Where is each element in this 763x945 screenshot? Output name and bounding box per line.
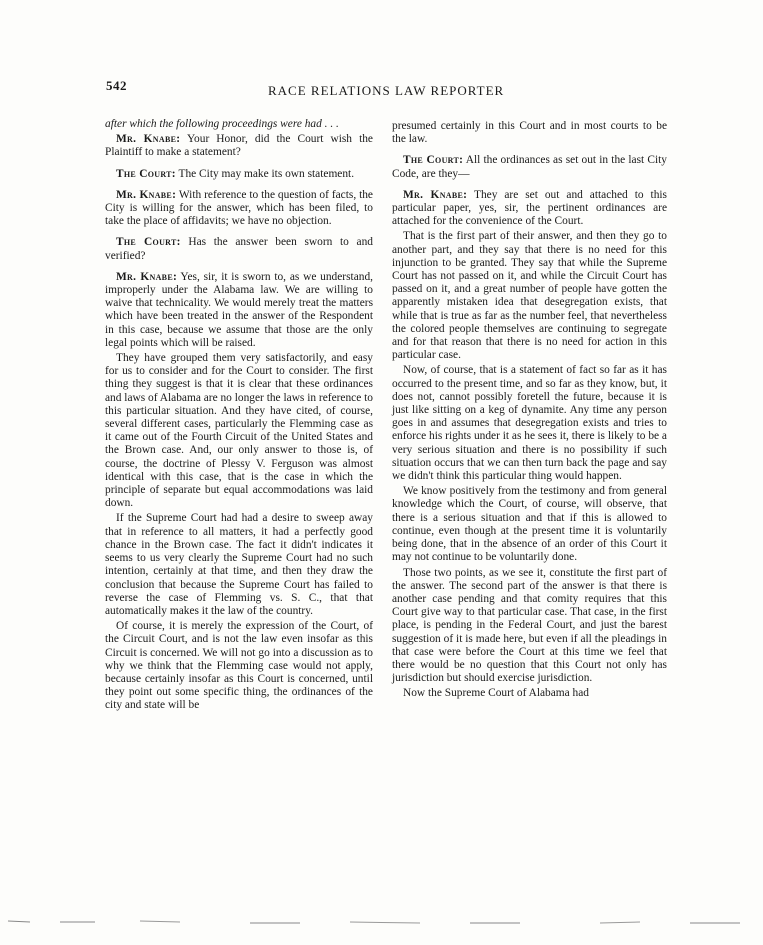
paragraph bbox=[392, 364, 667, 483]
paragraph-text: The City may make its own statement. bbox=[175, 167, 355, 180]
speaker-label: The Court: bbox=[116, 236, 181, 249]
paragraph bbox=[392, 485, 667, 564]
speaker-label: Mr. Knabe: bbox=[403, 188, 468, 201]
paragraph bbox=[105, 168, 373, 181]
running-title: RACE RELATIONS LAW REPORTER bbox=[268, 83, 505, 98]
paragraph bbox=[392, 120, 667, 146]
paragraph bbox=[105, 620, 373, 712]
paragraph-text: Those two points, as we see it, constitute the first part of the answer. The second part of the answer is that there is another case pending and that comity requires that this Court give way to that particular case. That case, in the first place, is pending in the Federal Court, and just the barest suggestion of it is made here, but even if all the pleadings in that case were before the Court at this time we feel that there would be no question that this Court not only has jurisdiction but should exercise jurisdiction. bbox=[392, 566, 667, 685]
left-column bbox=[105, 118, 373, 715]
right-column bbox=[392, 120, 667, 703]
paragraph bbox=[105, 118, 373, 131]
speaker-label: The Court: bbox=[116, 167, 176, 180]
paragraph bbox=[392, 230, 667, 362]
paragraph-text: presumed certainly in this Court and in most courts to be the law. bbox=[392, 120, 667, 146]
paragraph-text: Yes, sir, it is sworn to, as we understand, improperly under the Alabama law. We are willing to waive that technicality. We would merely treat the matters which have been treated in the answer of the Respondent in this case, because we assume that those are the only legal points which will be raised. bbox=[105, 270, 373, 349]
paragraph-text: If the Supreme Court had had a desire to sweep away that in reference to all matters, it had a perfectly good chance in the Brown case. The fact it didn't indicates it seems to us very clearly the Supreme Court had no such intention, certainly at that time, and then they draw the conclusion that because the Supreme Court has failed to reverse the case of Flemming vs. S. C., that that automatically makes it the law of the country. bbox=[105, 512, 373, 617]
paragraph-text: Has the answer been sworn to and verified? bbox=[105, 236, 373, 262]
speaker-label: Mr. Knabe: bbox=[116, 133, 181, 146]
paragraph-text: Now the Supreme Court of Alabama had bbox=[403, 687, 590, 700]
speaker-label: Mr. Knabe: bbox=[116, 270, 178, 283]
paragraph-text: after which the following proceedings were had . . . bbox=[105, 118, 339, 130]
paragraph-text: Now, of course, that is a statement of fact so far as it has occurred to the present time, and so far as they know, but, it does not, cannot possibly foretell the future, because it is just like sitting on a keg of dynamite. Any time any person goes in and assumes that desegregation exists and tries to enforce his rights under it as he sees it, there is likely to be a very serious situation and there is no possibility if such situation occurs that we can then turn back the page and say we didn't think this particular thing would happen. bbox=[392, 364, 667, 483]
paragraph bbox=[105, 133, 373, 159]
paragraph-text: That is the first part of their answer, and then they go to another part, and they say that there is no need for this injunction to be granted. They say that while the Supreme Court has not passed on it, and while the Circuit Court has passed on it, and a great number of people have gotten the apparently mistaken idea that desegregation exists, that while that is true as far as the number feel, that nevertheless the colored people themselves are continuing to segregate and for that reason that there is no need for action in this particular case. bbox=[392, 230, 667, 362]
speaker-label: Mr. Knabe: bbox=[116, 188, 177, 201]
paragraph-text: Your Honor, did the Court wish the Plaintiff to make a statement? bbox=[105, 133, 373, 159]
paragraph bbox=[105, 236, 373, 262]
paragraph-text: Of course, it is merely the expression of the Court, of the Circuit Court, and is not the law even insofar as this Circuit is concerned. We will not go into a discussion as to why we think that the Flemming case would not apply, because certainly insofar as this Court is concerned, until they point out some specific thing, the ordinances of the city and state will be bbox=[105, 620, 373, 712]
paragraph-text: They have grouped them very satisfactorily, and easy for us to consider and for the Court to consider. The first thing they suggest is that it is clear that these ordinances and laws of Alabama are no longer the laws in reference to this particular situation. And they have cited, of course, several different cases, particularly the Flemming case as it came out of the Fourth Circuit of the United States and the Brown case. And, our only answer to those is, of course, the doctrine of Plessy V. Ferguson was almost identical with this case, that is the case in which the principle of separate but equal accommodations was laid down. bbox=[105, 352, 373, 510]
paragraph bbox=[105, 512, 373, 618]
paragraph bbox=[105, 352, 373, 510]
paragraph bbox=[105, 271, 373, 350]
paragraph-text: With reference to the question of facts, the City is willing for the answer, which has been filed, to take the place of affidavits; we have no objection. bbox=[105, 188, 373, 228]
paragraph-text: They are set out and attached to this particular paper, yes, sir, the pertinent ordinances are attached for the convenience of the Court. bbox=[392, 188, 667, 228]
speaker-label: The Court: bbox=[403, 154, 464, 167]
scan-edge-marks bbox=[0, 918, 763, 926]
paragraph bbox=[392, 687, 667, 700]
paragraph bbox=[105, 189, 373, 229]
paragraph bbox=[392, 154, 667, 180]
page-number: 542 bbox=[106, 78, 127, 93]
paragraph bbox=[392, 189, 667, 229]
paragraph-text: All the ordinances as set out in the last City Code, are they— bbox=[392, 154, 667, 180]
paragraph-text: We know positively from the testimony and from general knowledge which the Court, of course, will observe, that there is a serious situation and that if this is allowed to continue, even though at the present time it is voluntarily being done, that in the absence of an order of this Court it may not continue to be voluntarily done. bbox=[392, 485, 667, 564]
paragraph bbox=[392, 567, 667, 686]
